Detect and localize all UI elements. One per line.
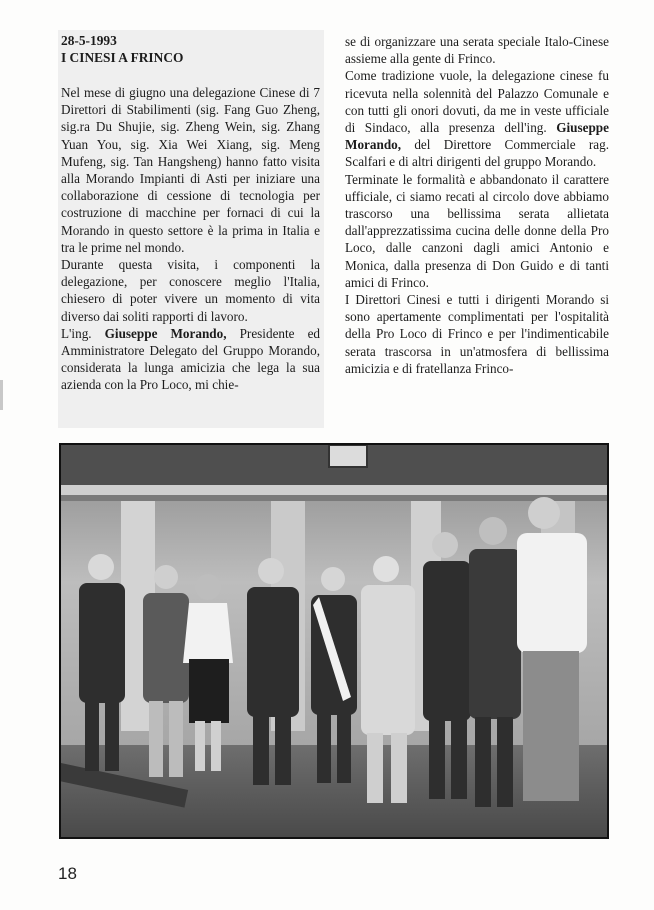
left-column [58, 30, 324, 428]
paragraph-5: Come tradizione vuole, la delegazione cinese fu ricevuta nella solennità del Palazzo Comunale e con tutti gli onori dovuti, da me in veste ufficiale di Sindaco, alla presenza dell'ing. Giuseppe Morando, del Direttore Commerciale rag. Scalfari e di altri dirigenti del gruppo Morando. [345, 68, 609, 170]
paragraph-7: I Direttori Cinesi e tutti i dirigenti Morando si sono apertamente complimentati per l'ospitalità della Pro Loco di Frinco e per l'indimenticabile serata trascorsa in un'atmosfera di bellissima amicizia e di fratellanza Frinco- [345, 292, 609, 376]
article-date: 28-5-1993 [61, 33, 117, 48]
paragraph-4: se di organizzare una serata speciale Italo-Cinese assieme alla gente di Frinco. [345, 34, 609, 67]
name-giuseppe-morando: Giuseppe Morando, [104, 325, 227, 341]
paragraph-2: Durante questa visita, i componenti la delegazione, per conoscere meglio l'Italia, chiesero di poter vivere un momento di vita diverso dai soliti rapporti di lavoro. [61, 257, 320, 324]
scan-edge-mark [0, 380, 3, 410]
paragraph-6: Terminate le formalità e abbandonato il carattere ufficiale, ci siamo recati al circolo dove abbiamo trascorso una bellissima serata allietata dall'apprezzatissima cucina delle donne della Pro Loco, dalle canzoni dagli amici Antonio e Monica, dalla presenza di Don Guido e di tanti amici di Frinco. [345, 171, 609, 290]
paragraph-1: Nel mese di giugno una delegazione Cinese di 7 Direttori di Stabilimenti (sig. Fang Guo Zheng, sig.ra Du Shujie, sig. Zheng Wein, sig. Zhang Yuan You, sig. Xia Wei Xiang, sig. Meng Mufeng, sig. Tan Hangsheng) hanno fatto visita alla Morando Impianti di Asti per iniziare una collaborazione di cessione di tecnologia per costruzione di macchine per fornaci di cui la Morando in questo settore è la prima in Italia e tra le prime nel mondo. [61, 85, 320, 255]
photo-illustration [61, 445, 607, 837]
name-giuseppe-morando-2: Giuseppe Morando, [345, 120, 609, 153]
article-title: I CINESI A FRINCO [61, 50, 184, 65]
group-photo [59, 443, 609, 839]
paragraph-3: L'ing. Giuseppe Morando, Presidente ed Amministratore Delegato del Gruppo Morando, considerata la lunga amicizia che lega la sua azienda con la Pro Loco, mi chie- [61, 325, 321, 393]
right-column [345, 33, 609, 377]
page-number: 18 [58, 864, 77, 883]
